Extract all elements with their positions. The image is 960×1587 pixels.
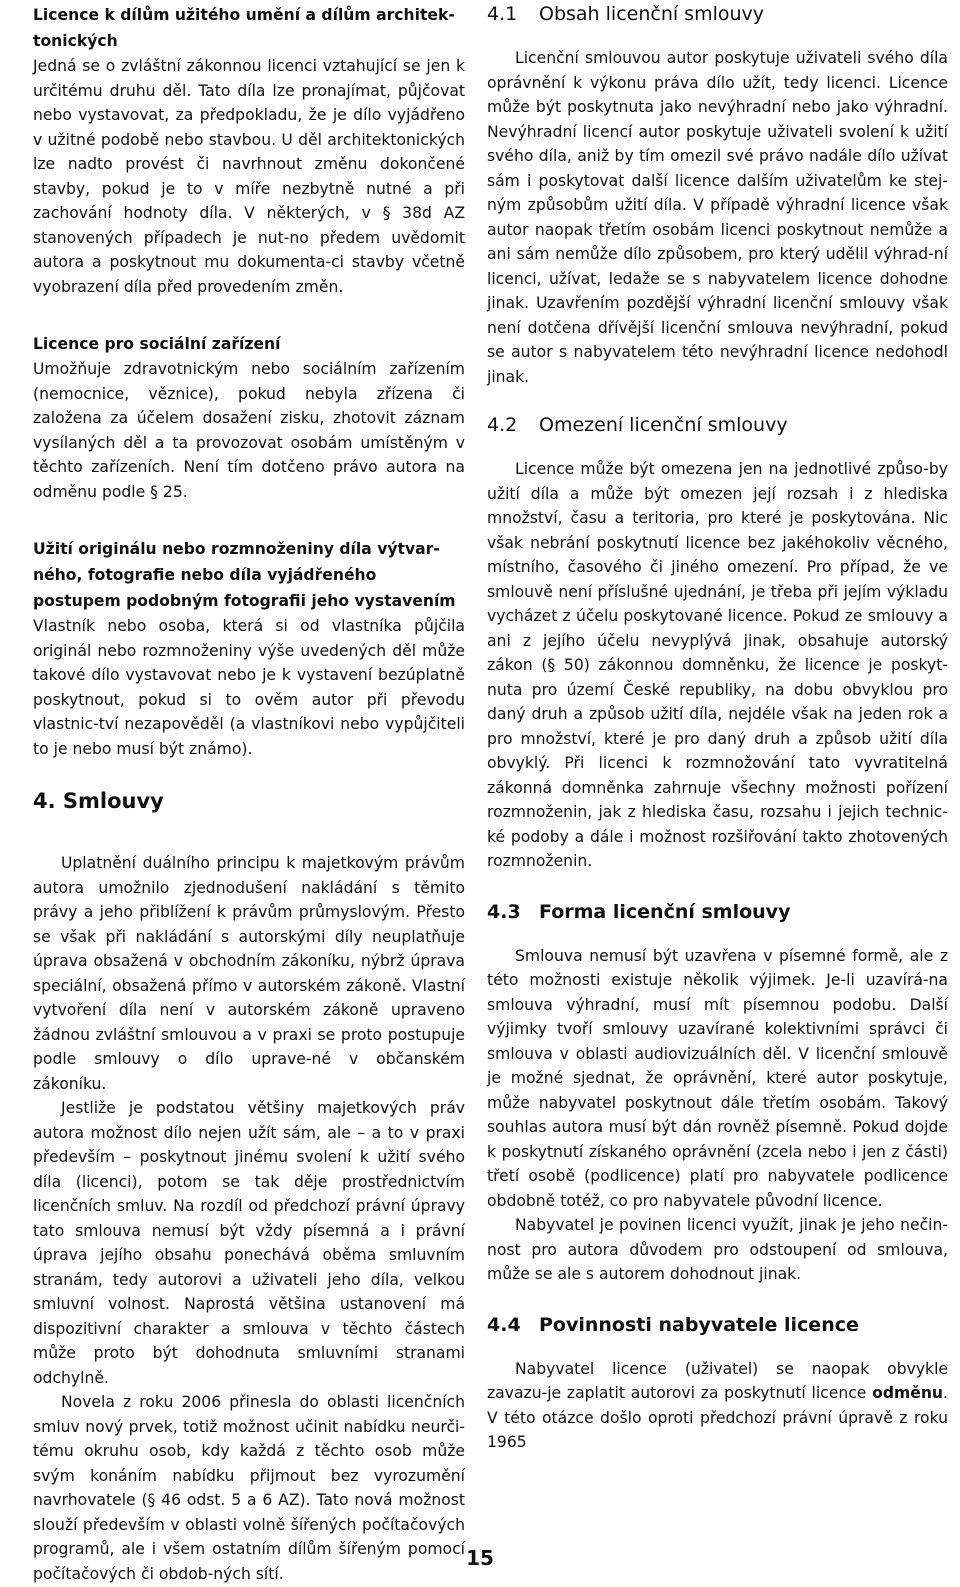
section-4-4-text-end: . V této otázce došlo oproti předchozí právní úpravě z roku 1965	[487, 1384, 948, 1451]
contracts-heading: 4. Smlouvy	[33, 789, 164, 813]
section-applied-art-licence	[33, 2, 465, 299]
section-4-3-paragraph-2: Nabyvatel je povinen licenci využít, jinak je jeho nečin-nost pro autora důvodem pro odstoupení od smlouva, může se ale s autorem dohodnout jinak.	[487, 1216, 948, 1283]
section-4-2	[487, 411, 948, 874]
original-exhibition-text: Vlastník nebo osoba, která si od vlastníka půjčila originál nebo rozmnoženiny výše uvedených děl může takové dílo vystavovat nebo je k vystavení bezúplatně poskytnout, pokud si to ověm autor při převodu vlastnic-tví nezapověděl (a vlastníkovi nebo vypůjčiteli to je nebo musí být známo).	[33, 617, 465, 758]
section-4-2-heading	[487, 411, 948, 439]
applied-art-licence-heading: Licence k dílům užitého umění a dílům architek-tonických	[33, 6, 455, 50]
section-4-2-text: Licence může být omezena jen na jednotlivé způso-by užití díla a může být omezen její rozsah i z hlediska množství, času a teritoria, pro které je poskytována. Nic však nebrání poskytnutí licence bez jakéhokoliv věcného, místního, časového či jiného omezení. Pro případ, že ve smlouvě není příslušné ujednání, je třeba při jejím výkladu vycházet z účelu poskytované licence. Pokud ze smlouvy a ani z jejího účelu nevyplývá jinak, obsahuje autorský zákon (§ 50) zákonnou domněnku, že licence je poskyt-nuta pro území České republiky, na dobu obvyklou pro daný druh a způsob užití díla, nejdéle však na jeden rok a pro množství, které je pro daný druh a způsob užití díla obvyklý. Při licenci k rozmnožování tato vyvratitelná zákonná domněnka zahrnuje všechny možnosti pořízení rozmnoženin, jak z hlediska času, rozsahu i jejich technic-ké podoby a dále i možnost rozšiřování takto zhotovených rozmnoženin.	[487, 460, 948, 870]
social-facility-licence-heading: Licence pro sociální zařízení	[33, 335, 281, 353]
right-column	[487, 0, 948, 1451]
original-exhibition-heading: Užití originálu nebo rozmnoženiny díla výtvar-ného, fotografie nebo díla vyjádřeného postupem podobným fotografii jeho vystavením	[33, 540, 456, 610]
section-4-1	[487, 0, 948, 389]
left-column	[33, 0, 465, 1583]
section-social-facility-licence	[33, 331, 465, 504]
section-4-1-number: 4.1	[487, 3, 518, 25]
contracts-paragraph-1: Uplatnění duálního principu k majetkovým právům autora umožnilo zjednodušení nakládání s těmito právy a jeho přiblížení k právům průmyslovým. Přesto se však při nakládání s autorskými díly neuplatňuje úprava obsažená v obchodním zákoníku, nýbrž úprava speciální, obsažená přímo v autorském zákoně. Vlastní vytvoření díla není v autorském zákoně upraveno žádnou zvláštní smlouvou a v praxi se proto postupuje podle smlouvy o dílo uprave-né v občanském zákoníku.	[33, 854, 465, 1093]
section-contracts	[33, 787, 465, 1586]
section-4-4-text	[487, 1357, 948, 1455]
applied-art-licence-text: Jedná se o zvláštní zákonnou licenci vztahující se jen k určitému druhu děl. Tato díla lze pronajímat, půjčovat nebo vystavovat, za předpokladu, že je dílo vyjádřeno v užitné podobě nebo stavbou. U děl architektonických lze nadto provést či navrhnout změnu dokončené stavby, pokud je to v míře nezbytně nutné a při zachování hodnoty díla. V některých, v § 38d AZ stanovených případech je nut-no předem uvědomit autora a poskytnout mu dokumenta-ci stavby včetně vyobrazení díla před provedením změn.	[33, 57, 465, 296]
reward-term: odměnu	[872, 1384, 944, 1402]
section-original-exhibition	[33, 536, 465, 761]
section-4-3-number: 4.3	[487, 900, 521, 923]
section-4-3-heading	[487, 898, 948, 926]
section-4-1-title: Obsah licenční smlouvy	[539, 3, 765, 25]
section-4-4-title: Povinnosti nabyvatele licence	[539, 1313, 859, 1336]
section-4-2-title: Omezení licenční smlouvy	[539, 414, 788, 436]
section-4-3-title: Forma licenční smlouvy	[539, 900, 791, 923]
contracts-paragraph-3: Novela z roku 2006 přinesla do oblasti licenčních smluv nový prvek, totiž možnost učinit nabídku neurči-tému okruhu osob, kdy každá z těchto osob může svým konáním nabídku přijmout bez vyrozumění navrhovatele (§ 46 odst. 5 a 6 AZ). Tato nová možnost slouží především v oblasti volně šířených počítačových programů, ale i všem ostatním dílům šířeným pomocí počítačových či obdob-ných sítí.	[33, 1393, 465, 1583]
section-4-3-paragraph-1: Smlouva nemusí být uzavřena v písemné formě, ale z této možnosti existuje několik výjimek. Je-li uzavírá-na smlouva výhradní, musí mít písemnou podobu. Další výjimky tvoří smlouvy uzavírané kolektivními správci či smlouva v oblasti audiovizuálních děl. V licenční smlouvě je možné sjednat, že oprávnění, které autor poskytuje, může nabyvatel poskytnout dále třetím osobám. Takový souhlas autora musí být dán rovněž písemně. Pokud dojde k poskytnutí získaného oprávnění (zcela nebo i jen z části) třetí osobě (podlicence) platí pro nabyvatele podlicence obdobně totéž, co pro nabyvatele původní licence.	[487, 946, 948, 1210]
section-4-1-text: Licenční smlouvou autor poskytuje uživateli svého díla oprávnění k výkonu práva dílo užít, tedy licenci. Licence může být poskytnuta jako nevýhradní nebo jako výhradní. Nevýhradní licencí autor poskytuje uživateli svolení k užití svého díla, aniž by tím omezil své právo nadále dílo užívat sám i poskytovat další licence dalším uživatelům ke stej-ným způsobům užití díla. V případě výhradní licence však autor naopak třetím osobám licenci poskytnout nemůže a ani sám nemůže dílo způsobem, pro který udělil výhrad-ní licenci, užívat, ledaže se s nabyvatelem licence dohodne jinak. Uzavřením pozdější výhradní licenční smlouvy však není dotčena dřívější licenční smlouva nevýhradní, pokud se autor s nabyvatelem této nevýhradní licence nedohodl jinak.	[487, 49, 948, 386]
section-4-4-number: 4.4	[487, 1313, 521, 1336]
contracts-paragraph-2: Jestliže je podstatou většiny majetkových práv autora možnost dílo nejen užít sám, ale – a to v praxi především – poskytnout jinému svolení k užití svého díla (licenci), potom se tak děje prostřednictvím licenčních smluv. Na rozdíl od předchozí právní úpravy tato smlouva nemusí být vždy písemná a i právní úprava jejího obsahu ponechává oběma smluvním stranám, tedy autorovi a uživateli jeho díla, velkou smluvní volnost. Naprostá většina ustanovení má dispozitivní charakter a smlouva v těchto částech může proto být dohodnuta smluvními stranami odchylně.	[33, 1099, 465, 1387]
section-4-4	[487, 1311, 948, 1455]
section-4-4-heading	[487, 1311, 948, 1339]
section-4-3	[487, 898, 948, 1287]
section-4-2-number: 4.2	[487, 414, 518, 436]
section-4-4-text-start: Nabyvatel licence (uživatel) se naopak obvykle zavazu-je zaplatit autorovi za poskytnutí licence	[487, 1359, 948, 1402]
page-number: 15	[466, 1546, 494, 1570]
social-facility-licence-text: Umožňuje zdravotnickým nebo sociálním zařízením (nemocnice, věznice), pokud nebyla zřízena či založena za účelem dosažení zisku, zhotovit záznam vysílaných děl a ta provozovat osobám umístěným v těchto zařízeních. Není tím dotčeno právo autora na odměnu podle § 25.	[33, 360, 465, 501]
section-4-1-heading	[487, 0, 948, 28]
